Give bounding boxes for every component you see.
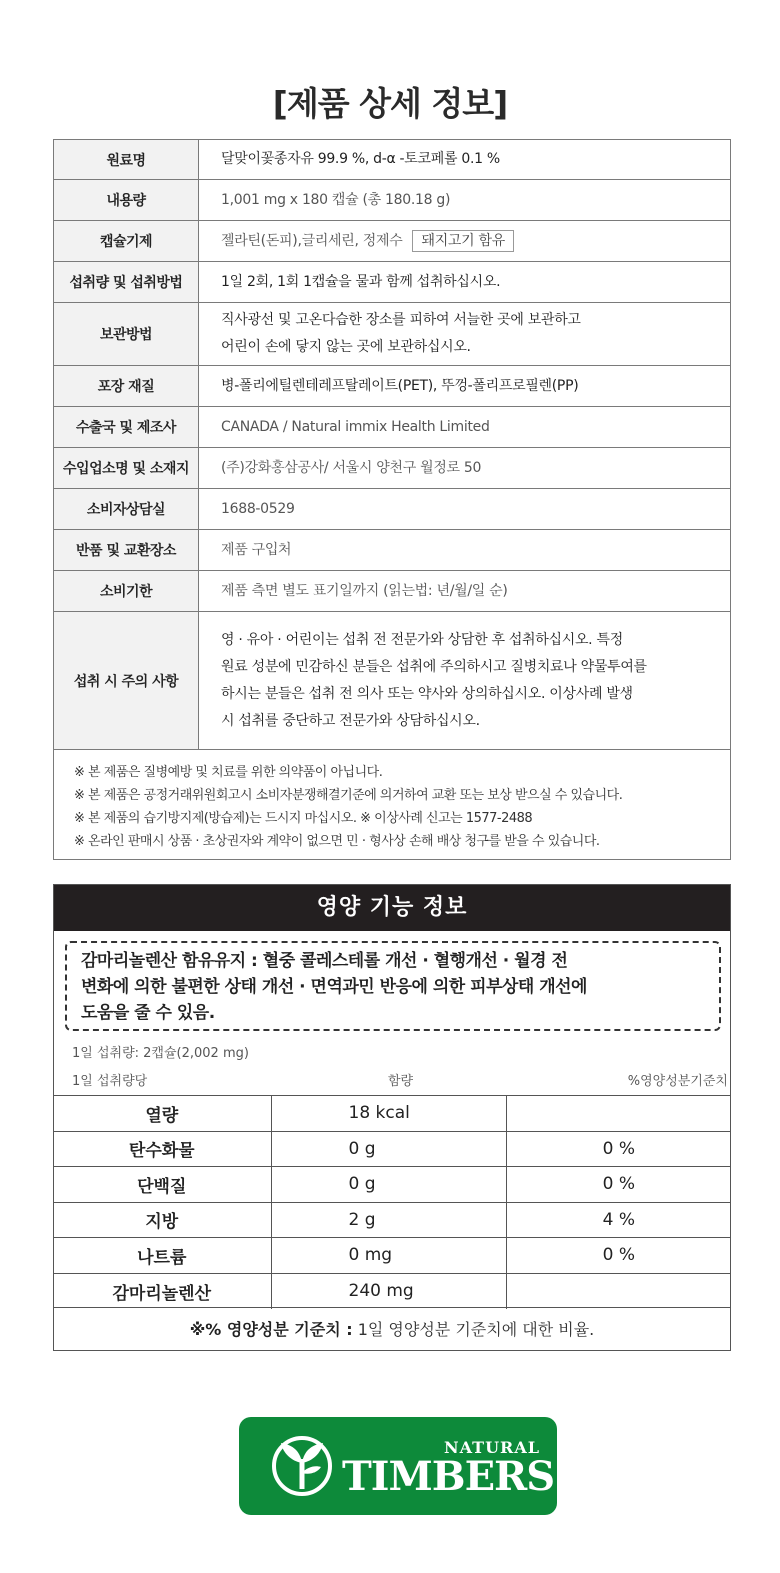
nutrient-amount: 18 kcal: [271, 1096, 506, 1132]
info-value-line: 하시는 분들은 섭취 전 의사 또는 약사와 상의하십시오. 이상사례 발생: [221, 685, 633, 702]
nutrient-name: 지방: [53, 1202, 271, 1238]
info-value: [199, 448, 731, 489]
function-claim-line: 도움을 줄 수 있음.: [81, 1003, 215, 1023]
nutrient-amount: 0 mg: [271, 1238, 506, 1274]
nutrient-daily-value: 4 %: [506, 1202, 731, 1238]
nutrient-daily-value: 0 %: [506, 1131, 731, 1167]
info-label: 섭취량 및 섭취방법: [54, 262, 199, 303]
info-label: 수입업소명 및 소재지: [54, 448, 199, 489]
product-info-table: [53, 139, 731, 860]
info-label: 내용량: [54, 180, 199, 221]
info-label: 섭취 시 주의 사항: [54, 612, 199, 750]
info-value: [199, 366, 731, 407]
info-label: 소비자상담실: [54, 489, 199, 530]
info-value: [199, 407, 731, 448]
info-row: [54, 530, 731, 571]
info-value-text: 젤라틴(돈피),글리세린, 정제수: [221, 232, 403, 249]
nutrient-daily-value: [506, 1096, 731, 1132]
nutrition-table: [53, 1095, 731, 1309]
nutrient-row: [53, 1202, 731, 1238]
info-value-line: 제품 구입처: [221, 541, 292, 558]
info-label: 캡슐기제: [54, 221, 199, 262]
info-value-line: 어린이 손에 닿지 않는 곳에 보관하십시오.: [221, 339, 471, 355]
nutrient-amount: 0 g: [271, 1131, 506, 1167]
brand-logo: [239, 1417, 557, 1515]
notice-line: ※ 본 제품의 습기방지제(방습제)는 드시지 마십시오. ※ 이상사례 신고는 1577-2488: [74, 811, 533, 826]
nutrient-name: 탄수화물: [53, 1131, 271, 1167]
info-row: [54, 262, 731, 303]
notice-line: ※ 본 제품은 질병예방 및 치료를 위한 의약품이 아닙니다.: [74, 765, 383, 780]
info-value: [199, 221, 731, 262]
nutrient-name: 감마리놀렌산: [53, 1273, 271, 1309]
info-value-line: 1,001 mg x 180 캡슐 (총 180.18 g): [221, 191, 451, 208]
nutrient-daily-value: [506, 1273, 731, 1309]
nutrient-amount: 240 mg: [271, 1273, 506, 1309]
page-title: [제품 상세 정보]: [272, 84, 508, 123]
nutrient-daily-value: 0 %: [506, 1167, 731, 1203]
info-label: 보관방법: [54, 303, 199, 366]
info-value: [199, 571, 731, 612]
function-claim-box: [65, 941, 721, 1031]
notes-row: [54, 750, 731, 860]
nutrient-row: [53, 1131, 731, 1167]
info-value: [199, 489, 731, 530]
col-header-amount: 함량: [388, 1074, 414, 1089]
footnote-label: ※% 영양성분 기준치 :: [189, 1320, 353, 1339]
info-value-line: (주)강화홍삼공사/ 서울시 양천구 월정로 50: [221, 459, 482, 476]
info-value-line: 원료 성분에 민감하신 분들은 섭취에 주의하시고 질병치료나 약물투여를: [221, 658, 647, 675]
info-value: [199, 262, 731, 303]
serving-size: 1일 섭취량: 2캡슐(2,002 mg): [72, 1046, 249, 1061]
logo-brand-text: TIMBERS: [342, 1453, 555, 1500]
allergen-tag: 돼지고기 함유: [412, 230, 514, 252]
info-value: [199, 180, 731, 221]
info-label: 수출국 및 제조사: [54, 407, 199, 448]
info-value-line: [221, 228, 730, 255]
notice-line: ※ 온라인 판매시 상품 · 초상권자와 계약이 없으면 민 · 형사상 손해 배상 청구를 받을 수 있습니다.: [74, 834, 600, 849]
info-value-line: CANADA / Natural immix Health Limited: [221, 418, 490, 435]
info-label: 소비기한: [54, 571, 199, 612]
info-value-line: 영 · 유아 · 어린이는 섭취 전 전문가와 상담한 후 섭취하십시오. 특정: [221, 631, 623, 648]
info-label: 반품 및 교환장소: [54, 530, 199, 571]
info-row: [54, 407, 731, 448]
info-value: [199, 140, 731, 180]
info-row: [54, 612, 731, 750]
nutrient-name: 단백질: [53, 1167, 271, 1203]
info-row: [54, 303, 731, 366]
info-value-line: 1일 2회, 1회 1캡슐을 물과 함께 섭취하십시오.: [221, 273, 501, 290]
nutrient-row: [53, 1096, 731, 1132]
info-value-line: 1688-0529: [221, 500, 295, 517]
nutrient-amount: 0 g: [271, 1167, 506, 1203]
leaf-tree-logo-icon: [269, 1433, 335, 1499]
notice-line: ※ 본 제품은 공정거래위원회고시 소비자분쟁해결기준에 의거하여 교환 또는 보상 받으실 수 있습니다.: [74, 788, 623, 803]
nutrient-amount: 2 g: [271, 1202, 506, 1238]
info-value: [199, 530, 731, 571]
function-claim-line: 감마리놀렌산 함유유지 : 혈중 콜레스테롤 개선 · 혈행개선 · 월경 전: [81, 951, 568, 971]
info-row: [54, 180, 731, 221]
footnote-text: 1일 영양성분 기준치에 대한 비율.: [352, 1320, 595, 1339]
col-header-daily-value: %영양성분기준치: [627, 1074, 728, 1089]
info-row: [54, 448, 731, 489]
nutrient-daily-value: 0 %: [506, 1238, 731, 1274]
info-row: [54, 221, 731, 262]
info-row: [54, 571, 731, 612]
info-value-line: 달맞이꽃종자유 99.9 %, d-α -토코페롤 0.1 %: [221, 151, 500, 167]
notes-cell: [54, 750, 731, 860]
nutrient-row: [53, 1238, 731, 1274]
nutrient-row: [53, 1273, 731, 1309]
info-row: [54, 489, 731, 530]
col-header-per-serving: 1일 섭취량당: [72, 1074, 148, 1089]
info-value-line: 제품 측면 별도 표기일까지 (읽는법: 년/월/일 순): [221, 582, 508, 599]
nutrient-name: 나트륨: [53, 1238, 271, 1274]
info-value: [199, 303, 731, 366]
logo-natural-text: NATURAL: [444, 1438, 540, 1457]
info-row: [54, 366, 731, 407]
daily-value-footnote: [54, 1307, 730, 1350]
info-value-line: 시 섭취를 중단하고 전문가와 상담하십시오.: [221, 712, 480, 729]
nutrition-heading: 영양 기능 정보: [54, 885, 730, 931]
info-row: [54, 140, 731, 180]
info-label: 원료명: [54, 140, 199, 180]
nutrition-panel: [53, 884, 731, 1351]
info-value-line: 직사광선 및 고온다습한 장소를 피하여 서늘한 곳에 보관하고: [221, 312, 581, 328]
function-claim-line: 변화에 의한 불편한 상태 개선 · 면역과민 반응에 의한 피부상태 개선에: [81, 977, 587, 997]
info-label: 포장 재질: [54, 366, 199, 407]
nutrient-name: 열량: [53, 1096, 271, 1132]
info-value-line: 병-폴리에틸렌테레프탈레이트(PET), 뚜껑-폴리프로필렌(PP): [221, 377, 579, 394]
info-value: [199, 612, 731, 750]
nutrient-row: [53, 1167, 731, 1203]
